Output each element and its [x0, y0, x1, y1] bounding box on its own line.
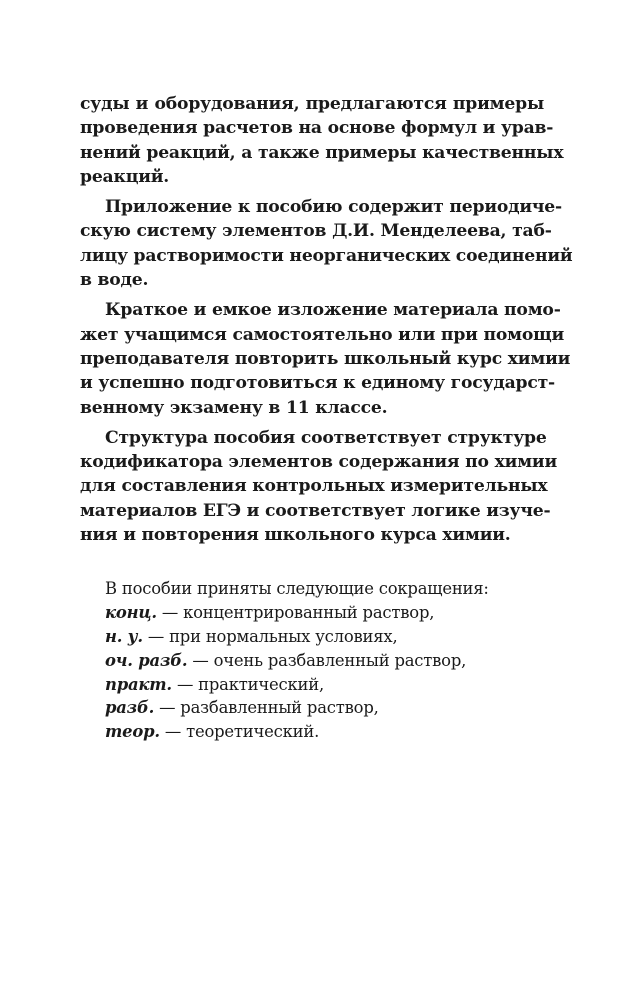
- paragraph-summary: [80, 298, 571, 419]
- abbreviation-definition: — при нормальных условиях,: [142, 626, 398, 646]
- abbreviations-list: [80, 577, 544, 744]
- text-line: венному экзамену в 11 классе.: [80, 397, 388, 418]
- text-line: лицу растворимости неорганических соединений: [80, 245, 573, 266]
- abbreviation-term: конц.: [105, 603, 157, 623]
- text-line: суды и оборудования, предлагаются примеры: [80, 94, 544, 114]
- text-line: Приложение к пособию содержит периодиче-: [105, 197, 562, 218]
- text-line: нений реакций, а также примеры качественных: [80, 142, 564, 163]
- abbreviation-definition: — очень разбавленный раствор,: [187, 650, 467, 670]
- paragraph-structure: [80, 426, 558, 547]
- text-line: в воде.: [80, 270, 149, 291]
- main-text: [80, 92, 573, 547]
- abbreviation-term: практ.: [105, 674, 172, 694]
- text-line: материалов ЕГЭ и соответствует логике изуче-: [80, 500, 551, 521]
- text-line: преподавателя повторить школьный курс химии: [80, 348, 571, 369]
- text-line: Краткое и емкое изложение материала помо-: [105, 300, 561, 321]
- text-line: кодификатора элементов содержания по химии: [80, 452, 558, 473]
- text-line: реакций.: [80, 166, 170, 187]
- paragraph-equipment: [80, 92, 564, 189]
- text-line: жет учащимся самостоятельно или при помощи: [80, 324, 565, 345]
- abbreviation-item: [105, 720, 544, 744]
- text-line: для составления контрольных измерительных: [80, 476, 548, 497]
- book-page: [80, 92, 573, 744]
- text-line: и успешно подготовиться к единому государст-: [80, 373, 555, 394]
- abbreviation-item: [105, 601, 544, 625]
- abbreviation-term: теор.: [105, 722, 160, 742]
- abbreviation-definition: — практический,: [171, 674, 325, 694]
- abbreviation-definition: — концентрированный раствор,: [156, 603, 435, 623]
- abbreviation-term: оч. разб.: [105, 650, 188, 670]
- abbreviation-definition: — разбавленный раствор,: [154, 698, 379, 718]
- text-line: проведения расчетов на основе формул и урав-: [80, 118, 554, 139]
- abbreviation-term: н. у.: [105, 626, 143, 646]
- abbreviation-item: [105, 625, 544, 649]
- abbreviation-item: [105, 673, 544, 697]
- text-line: Структура пособия соответствует структуре: [105, 427, 547, 448]
- abbreviation-item: [105, 649, 544, 673]
- abbreviations-intro: В пособии приняты следующие сокращения:: [105, 579, 489, 599]
- abbreviation-item: [105, 696, 544, 720]
- text-line: ния и повторения школьного курса химии.: [80, 525, 511, 546]
- abbreviation-definition: — теоретический.: [159, 722, 320, 742]
- text-line: скую систему элементов Д.И. Менделеева, таб-: [80, 221, 552, 242]
- paragraph-appendix: [80, 195, 573, 292]
- abbreviation-term: разб.: [105, 698, 155, 718]
